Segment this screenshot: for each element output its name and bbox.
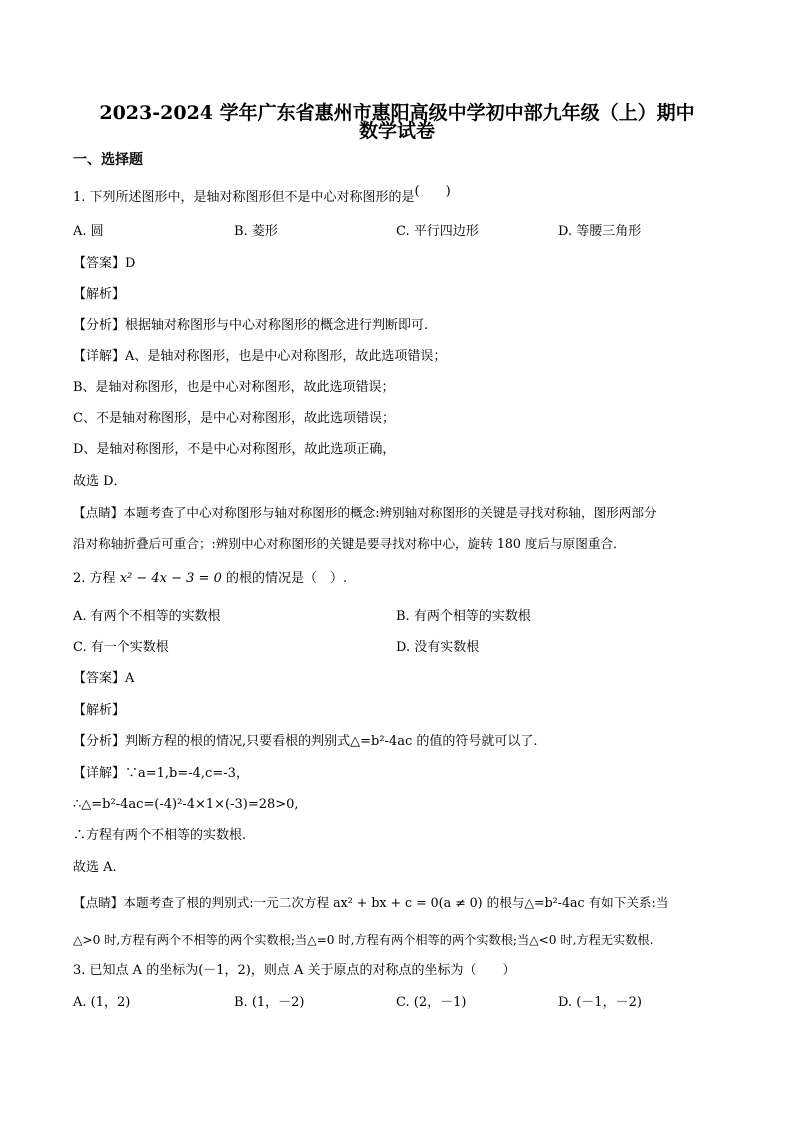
- q2-analysis-line: ∴方程有两个不相等的实数根.: [73, 828, 247, 843]
- q3-option-c: C. (2，－1): [396, 995, 467, 1010]
- q1-analysis-line: C、不是轴对称图形，是中心对称图形，故此选项错误；: [73, 411, 395, 426]
- q2-option-c: C. 有一个实数根: [73, 640, 169, 655]
- q1-option-b: B. 菱形: [234, 224, 278, 239]
- q3-option-a: A. (1，2): [73, 995, 131, 1010]
- answer-paren: ( ): [414, 184, 451, 199]
- q2-analysis-line: 【详解】∵a=1,b=-4,c=-3，: [73, 766, 249, 781]
- question-3-stem: 3. 已知点 A 的坐标为(－1，2)，则点 A 关于原点的对称点的坐标为（ ）: [73, 963, 516, 978]
- q1-analysis-label: 【解析】: [73, 287, 126, 302]
- q3-option-b: B. (1，－2): [234, 995, 305, 1010]
- q3-option-d: D. (－1，－2): [558, 995, 642, 1010]
- q2-analysis-line: ∴△=b²-4ac=(-4)²-4×1×(-3)=28>0,: [73, 797, 299, 812]
- q2-analysis-line: 【分析】判断方程的根的情况,只要看根的判别式△=b²-4ac 的值的符号就可以了.: [73, 734, 538, 749]
- section-heading: 一、选择题: [73, 152, 143, 168]
- q1-comment-line: 【点睛】本题考查了中心对称图形与轴对称图形的概念:辨别轴对称图形的关键是寻找对称轴，图形两部分: [73, 505, 657, 520]
- q1-answer: 【答案】D: [73, 256, 136, 271]
- question-2-prefix: 2. 方程: [73, 571, 116, 586]
- question-1-stem: [73, 184, 451, 208]
- q1-option-d: D. 等腰三角形: [558, 224, 642, 239]
- q2-comment-line: △>0 时,方程有两个不相等的两个实数根;当△=0 时,方程有两个相等的两个实数根;当△<0 时,方程无实数根.: [73, 933, 654, 947]
- q2-analysis-label: 【解析】: [73, 703, 126, 718]
- q2-option-d: D. 没有实数根: [396, 640, 480, 655]
- q1-analysis-line: D、是轴对称图形，不是中心对称图形，故此选项正确，: [73, 442, 396, 457]
- q1-analysis-line: 【分析】根据轴对称图形与中心对称图形的概念进行判断即可.: [73, 318, 429, 333]
- q1-analysis-line: 故选 D．: [73, 474, 127, 489]
- q1-comment-line: 沿对称轴折叠后可重合；:辨别中心对称图形的关键是要寻找对称中心，旋转 180 度后与原图重合．: [73, 536, 626, 551]
- question-2-stem: [73, 569, 347, 589]
- q1-option-a: A. 圆: [73, 224, 104, 239]
- q2-analysis-line: 故选 A.: [73, 860, 117, 875]
- q2-comment-line: 【点睛】本题考查了根的判别式:一元二次方程 ax² + bx + c = 0(a ≠ 0) 的根与△=b²-4ac 有如下关系:当: [73, 895, 669, 910]
- q1-analysis-line: 【详解】A、是轴对称图形，也是中心对称图形，故此选项错误；: [73, 349, 447, 364]
- q1-analysis-line: B、是轴对称图形，也是中心对称图形，故此选项错误；: [73, 380, 395, 395]
- exam-title-line2: 数学试卷: [358, 120, 435, 142]
- q2-answer: 【答案】A: [73, 671, 135, 686]
- question-1-text: 1. 下列所述图形中，是轴对称图形但不是中心对称图形的是: [73, 190, 415, 205]
- question-2-suffix: 的根的情况是（ ）.: [226, 571, 348, 586]
- exam-title-line1: 2023-2024 学年广东省惠州市惠阳高级中学初中部九年级（上）期中: [99, 102, 695, 124]
- q2-option-b: B. 有两个相等的实数根: [396, 609, 531, 624]
- q2-option-a: A. 有两个不相等的实数根: [73, 609, 221, 624]
- question-2-equation: x² − 4x − 3 = 0: [119, 571, 222, 586]
- q1-option-c: C. 平行四边形: [396, 224, 479, 239]
